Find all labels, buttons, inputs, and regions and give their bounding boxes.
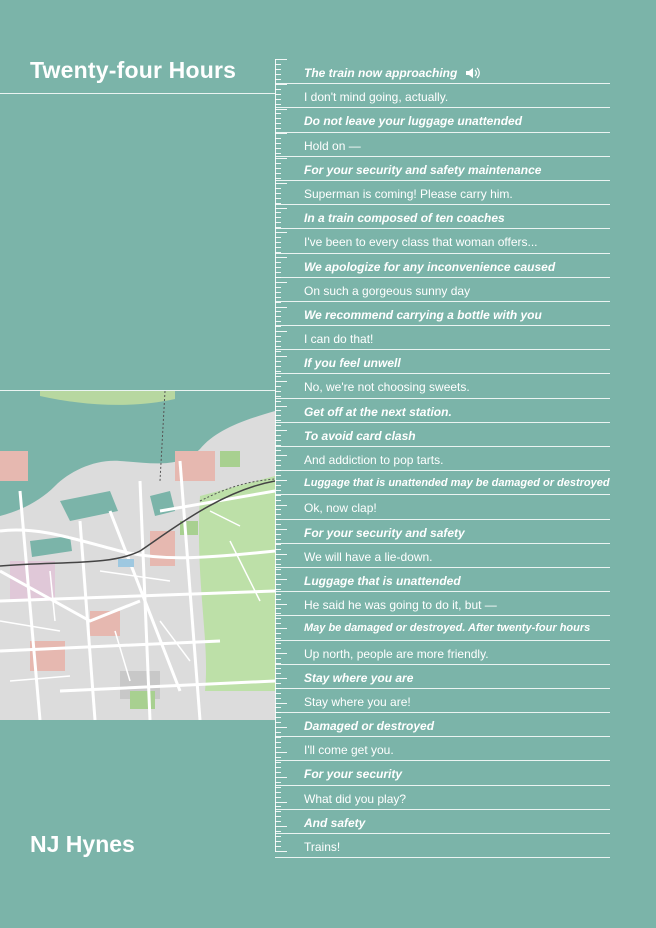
- speech-line: [275, 737, 610, 761]
- speech-line: [275, 689, 610, 713]
- line-text: To avoid card clash: [304, 428, 416, 443]
- speaker-icon: [465, 67, 481, 82]
- speech-line: [275, 495, 610, 519]
- announcement-line: [275, 399, 610, 423]
- line-text: Hold on —: [304, 138, 361, 153]
- announcement-line: [275, 520, 610, 544]
- announcement-line: [275, 810, 610, 834]
- announcement-line: [275, 108, 610, 132]
- book-title: Twenty-four Hours: [30, 57, 237, 83]
- announcement-line: [275, 568, 610, 592]
- announcement-line: [275, 423, 610, 447]
- announcement-line: [275, 205, 610, 229]
- speech-line: [275, 786, 610, 810]
- announcement-line: [275, 616, 610, 640]
- line-text: Damaged or destroyed: [304, 719, 435, 734]
- line-text: And safety: [304, 815, 366, 830]
- map-station: [118, 559, 134, 567]
- line-text: We will have a lie-down.: [304, 549, 433, 564]
- line-text: I can do that!: [304, 332, 374, 347]
- line-rule: [275, 857, 610, 858]
- line-text: If you feel unwell: [304, 356, 401, 371]
- line-text: Superman is coming! Please carry him.: [304, 186, 513, 201]
- line-text: May be damaged or destroyed. After twenty-four hours: [304, 622, 591, 635]
- speech-line: [275, 544, 610, 568]
- book-author: NJ Hynes: [30, 831, 135, 857]
- map-green: [220, 451, 240, 467]
- line-text: On such a gorgeous sunny day: [304, 283, 471, 298]
- speech-line: [275, 374, 610, 398]
- speech-line: [275, 133, 610, 157]
- line-text: For your security: [304, 767, 403, 782]
- announcement-line: [275, 60, 610, 84]
- speech-line: [275, 84, 610, 108]
- line-text: We apologize for any inconvenience caused: [304, 259, 556, 274]
- line-text: We recommend carrying a bottle with you: [304, 307, 542, 322]
- line-text: And addiction to pop tarts.: [304, 453, 444, 467]
- announcement-line: [275, 665, 610, 689]
- line-text: Trains!: [304, 840, 341, 854]
- map-green: [130, 691, 155, 709]
- map-green: [180, 521, 198, 535]
- announcement-line: [275, 302, 610, 326]
- line-text: Ok, now clap!: [304, 501, 377, 516]
- speech-line: [275, 834, 610, 858]
- announcement-line: [275, 713, 610, 737]
- line-text: For your security and safety maintenance: [304, 162, 542, 177]
- line-text: Luggage that is unattended: [304, 573, 461, 588]
- line-text: Get off at the next station.: [304, 404, 452, 419]
- line-text: In a train composed of ten coaches: [304, 211, 505, 226]
- speech-line: [275, 278, 610, 302]
- line-text: Do not leave your luggage unattended: [304, 114, 523, 129]
- line-text: I've been to every class that woman offers...: [304, 235, 538, 250]
- line-text: I don't mind going, actually.: [304, 90, 449, 105]
- speech-line: [275, 641, 610, 665]
- speech-line: [275, 326, 610, 350]
- line-text: Up north, people are more friendly.: [304, 646, 489, 661]
- announcement-line: [275, 254, 610, 278]
- map-park: [199, 476, 275, 691]
- line-text: Stay where you are!: [304, 694, 411, 709]
- announcement-line: [275, 471, 610, 495]
- map-graphic: [0, 391, 275, 720]
- line-text: Stay where you are: [304, 670, 414, 685]
- speech-line: [275, 592, 610, 616]
- street-map-illustration: [0, 391, 275, 720]
- line-text: No, we're not choosing sweets.: [304, 380, 470, 395]
- line-text: The train now approaching: [304, 66, 481, 82]
- line-text: Luggage that is unattended may be damaged or destroyed: [304, 477, 610, 490]
- title-rule: [0, 93, 275, 94]
- poem-lines: [275, 60, 610, 858]
- line-text: I'll come get you.: [304, 743, 394, 758]
- line-text: For your security and safety: [304, 525, 465, 540]
- line-text: What did you play?: [304, 791, 407, 806]
- announcement-line: [275, 761, 610, 785]
- line-text: He said he was going to do it, but —: [304, 598, 497, 613]
- speech-line: [275, 181, 610, 205]
- map-district: [0, 451, 28, 481]
- announcement-line: [275, 350, 610, 374]
- speech-line: [275, 447, 610, 471]
- speech-line: [275, 229, 610, 253]
- announcement-line: [275, 157, 610, 181]
